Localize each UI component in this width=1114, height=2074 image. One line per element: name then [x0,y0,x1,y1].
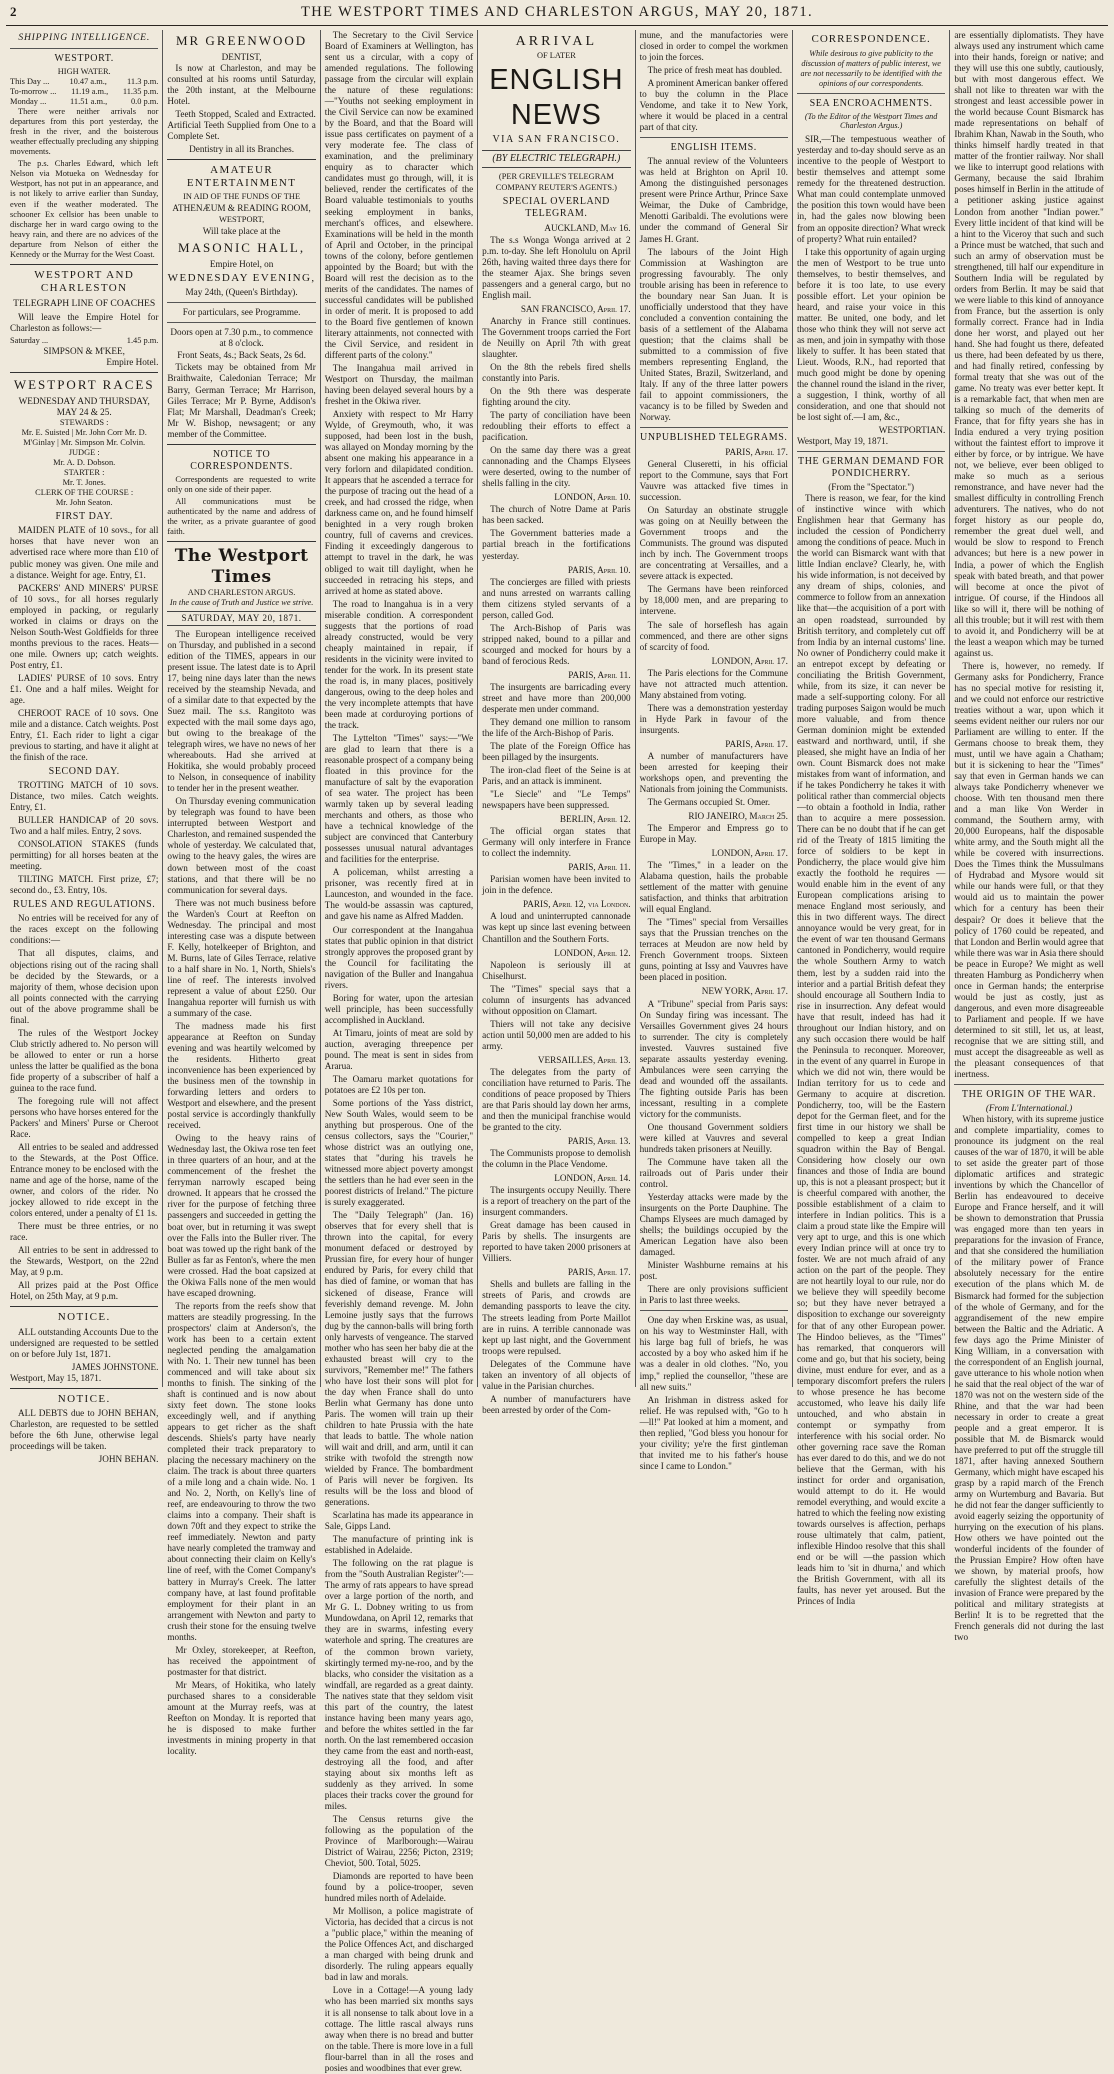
notice-heading: NOTICE. [57,1392,111,1405]
telegram-paragraph: General Cluseretti, in his official report to the Commune, says that Fort Vauvre was attacked five times in succession. [639,459,788,503]
origin-of-war-heading: THE ORIGIN OF THE WAR. [961,1088,1097,1100]
clerk-name: Mr. John Seaton. [55,498,113,508]
telegram-paragraph: On the 8th the rebels fired shells constantly into Paris. [482,362,631,384]
letter-paragraph: SIR,—The tempestuous weather of yesterday and to-day should serve as an incentive to the people of Westport to bestir themselves and attempt some remedy for the threatened destruction. What man could contemplate unmoved the position this town would have been in, had the gales now blowing been from an opposite direction? What wreck of property? What ruin entailed? [796,134,946,244]
race-entry: PACKERS' AND MINERS' PURSE of 10 sovs., for all horses regularly employed in packing, or regularly worked in claims or drays on the Nelson South-West Goldfields for three months previous to the races. Heats—one mile. Owners up; catch weights. Post entry, £1. [10,582,159,670]
telegram-paragraph: The concierges are filled with priests and nuns arrested on warrants calling them citizens styled servants of a person, called God. [482,576,631,620]
news-paragraph: Our correspondent at the Inangahua states that public opinion in that district strongly approves the proposed grant by the Council for facilitating the navigation of the Buller and Inangahua rivers. [324,924,474,990]
by-telegraph: (BY ELECTRIC TELEGRAPH.) [482,150,630,168]
notice-date: Westport, May 15, 1871. [10,1372,102,1383]
entertainment-title: AMATEUR ENTERTAINMENT [186,163,297,190]
masthead [6,4,1108,26]
entertainment-aid: IN AID OF THE FUNDS OF THE [183,192,301,202]
telegram-paragraph: On Saturday an obstinate struggle was going on at Neuilly between the Government troops and the Communists. The ground was disputed inch by inch. The Government troops are concentrating at Versailles, and a severe attack is expected. [639,505,788,582]
telegram-agency: (PER GREVILLE'S TELEGRAM COMPANY REUTER'S AGENTS.) [495,172,617,192]
editorial-paragraph: Mr Mears, of Hokitika, who lately purchased shares to a considerable amount at the Murray reefs, was at Reefton on Monday. It is reported that he is disposed to make further investments in mining property in that locality. [167,1679,316,1756]
dentist-name: MR GREENWOOD [175,33,308,48]
divider [640,137,788,138]
telegram-paragraph: The official organ states that Germany will only interfere in France to collect the indemnity. [482,826,631,859]
telegram-paragraph: Anarchy in France still continues. The Government troops carried the Fort de Neuilly on April 7th with great slaughter. [482,315,631,359]
rule-paragraph: No entries will be received for any of the races except on the following conditions:— [10,913,159,946]
news-paragraph: Scarlatina has made its appearance in Sale, Gipps Land. [324,1510,474,1532]
divider [10,264,158,265]
entertainment-day: WEDNESDAY EVENING, [167,272,316,285]
dateline: PARIS, April 17. [725,738,788,749]
stewards-label: STEWARDS : [59,417,109,427]
rule-paragraph: The rules of the Westport Jockey Club strictly adhered to. No person will be allowed to enter or run a horse unless the latter be qualified as the bona fide property of a subscriber of half a guinea to the race fund. [10,1027,159,1093]
rule-paragraph: There must be three entries, or no race. [10,1221,159,1243]
tide-am: 10.47 a.m., [69,76,107,86]
tide-am: 11.51 a.m., [70,96,108,106]
issue-date: SATURDAY, MAY 20, 1871. [167,611,315,626]
first-day-heading: FIRST DAY. [55,511,113,523]
newspaper-flag: The Westport Times [174,546,309,587]
dateline: PARIS, April 17. [725,447,788,458]
via-san-francisco: VIA SAN FRANCISCO. [492,134,621,146]
notice-heading: NOTICE. [57,1311,111,1324]
tide-row [10,87,158,97]
article-paragraph: When history, with its supreme justice and complete impartiality, comes to pronounce its judgment on the real causes of the war of 1870, it will be able to set aside the greater part of those diplomatic artifices and strategic inventions by which the Chancellor of Berlin has endeavoured to deceive Europe and France herself, and it will be shown to demonstration that Prussia was engaged more than ten years in preparations for the invasion of France, and that she considered the humiliation of the military power of France absolutely necessary for the entire execution of the plans which M. de Bismarck had formed for the subjection of the whole of Germany, and for the aggrandisement of the new empire between the Baltic and the Adriatic. A few days ago the Prime Minister of King William, in a conversation with the correspondent of an English journal, gave utterance to his whole notion when he said that the real object of the war of 1870 was not on the western side of the Rhine, and that the war had been necessary in order to create a great people and a great emperor. It is possible that M. de Bismarck would have preferred to put off the struggle till 1871, after having annexed Southern Germany, which might have escaped his grasp by a rapid march of the French army on Wurtemburg and Bavaria. But he did not fear the danger sufficiently to avoid eagerly seizing the opportunity of hurrying on the execution of his plans. How others we have pointed out the wonderful incidents of the founder of the Prussian Empire? How often have we shown, by material proofs, how carefully the slightest details of the invasion of France were prepared by the political and military strategists at Berlin! It is to be regretted that the French generals did not during the last two [954,1114,1104,1643]
origin-of-war-source: (From L'International.) [985,1102,1073,1113]
divider [797,451,945,452]
divider [167,541,315,542]
special-overland: SPECIAL OVERLAND TELEGRAM. [502,195,611,219]
entertainment-seats: Front Seats, 4s.; Back Seats, 2s 6d. [177,350,306,361]
anecdote-paragraph: One day when Erskine was, as usual, on his way to Westminster Hall, with his large bag full of briefs, he was accosted by a boy who asked him if he was a dealer in old clothes. "No, you imp," replied the counsellor, "these are all new suits." [639,1315,788,1392]
german-demand-heading: THE GERMAN DEMAND FOR PONDICHERRY. [798,456,945,480]
shipping-heading: SHIPPING INTELLIGENCE. [18,32,151,43]
english-items-heading: ENGLISH ITEMS. [670,142,757,154]
rule-paragraph: All entries to be sealed and addressed to the Stewards, at the Post Office. Entrance money to be enclosed with the name and age of the horse, name of the owner, and colors of the rider. No jockey allowed to ride except in the colors entered, under a penalty of £1 1s. [10,1142,159,1219]
coach-ad-body: Will leave the Empire Hotel for Charleston as follows:— [10,311,159,333]
column-2 [163,30,320,1756]
coach-day: Saturday ... [10,335,49,345]
tide-pm: 11.3 p.m. [127,76,159,86]
dateline: BERLIN, April 12. [559,814,631,825]
dateline: LONDON, April 17. [711,655,788,666]
dentist-paragraph: Dentistry in all its Branches. [189,143,295,154]
telegram-paragraph: A number of manufacturers have been arrested by order of the Com- [482,1393,631,1415]
entertainment-doors: Doors open at 7.30 p.m., to commence at 8 o'clock. [170,327,313,349]
dateline: PARIS, April 10. [567,564,631,575]
second-day-heading: SECOND DAY. [48,766,120,778]
tide-pm: 11.35 p.m. [122,86,159,96]
column-5 [636,30,793,1471]
telegram-paragraph: The s.s Wonga Wonga arrived at 2 p.m. to-day. She left Honolulu on April 26th, having waited three days there for the steamer Ajax. She brings seven passengers and a general cargo, but no English mail. [482,234,631,300]
english-news-heading: ENGLISH NEWS [489,63,624,131]
stewards-list: Mr. E. Suisted | Mr. John Corr Mr. D. M'Ginlay | Mr. Simpson Mr. Colvin. [21,427,147,447]
telegram-paragraph: The iron-clad fleet of the Seine is at Paris, and an attack is imminent. [482,765,631,787]
starter-name: Mr. T. Jones. [62,478,106,488]
news-paragraph: The Oamaru market quotations for potatoes are £2 10s per ton. [324,1073,474,1095]
telegram-paragraph: The insurgents are barricading every street and have more than 200,000 desperate men under command. [482,681,631,714]
coach-ad-proprietors: SIMPSON & M'KEE, [43,346,125,356]
tide-row [10,77,158,87]
telegram-paragraph: The party of conciliation have been redoubling their efforts to effect a pacification. [482,410,631,443]
editorial-paragraph: There was not much business before the Warden's Court at Reefton on Wednesday. The principal and most interesting case was a dispute between F. Kelly, hotelkeeper of Brighton, and M. Burns, late of Giles Terrace, relative to a half share in No. 1, North, Shiels's line of reef. The interests involved represent a value of about £250. Our Inangahua reporter will furnish us with a summary of the case. [167,897,316,1018]
dateline: AUCKLAND, May 16. [544,222,631,233]
dateline: PARIS, April 11. [568,669,631,680]
dentist-paragraph: Teeth Stopped, Scaled and Extracted. Artificial Teeth Supplied from One to a Complete Set. [167,108,316,141]
notice-body: ALL DEBTS due to JOHN BEHAN, Charleston, are requested to be settled before the 6th June, otherwise legal proceedings will be taken. [10,1407,159,1452]
telegram-paragraph: Minister Washburne remains at his post. [639,1260,788,1282]
telegram-paragraph: mune, and the manufactories were closed in order to compel the workmen to join the forces. [639,30,788,63]
rule-paragraph: That all disputes, claims, and objections rising out of the racing shall be decided by the Stewards, or a majority of them, whose decision upon all points connected with the carrying out of the above programme shall be final. [10,948,159,1025]
entertainment-place: WESTPORT, [219,215,265,225]
news-paragraph: The "Daily Telegraph" (Jan. 16) observes that for every shell that is thrown into the capital, for every monument defaced or destroyed by Prussian fire, for every hour of hunger endured by Paris, for every child that has died of famine, or woman that has sickened of disease, France will feverishly demand revenge. M. John Lemoine justly says that the furrows dug by the cannon-balls will bring forth only harvests of vengeance. The starved mother who has seen her baby die at the exhausted breast will cry to the survivors, "Remember me!" The fathers who have lost their sons will plot for the day when France shall do unto Berlin what Germany has done unto Paris. The women will train up their children to hate Prussia with the hate that leads to battle. The whole nation will wait and drill, and arm, until it can strike with twofold the strength now wielded by France. The bombardment of Paris will never be forgiven. Its results will be the loss and blood of generations. [324,1210,474,1508]
dentist-paragraph: Is now at Charleston, and may be consulted at his rooms until Saturday, the 20th instant, at the Melbourne Hotel. [167,62,316,106]
tide-pm: 0.0 p.m. [130,96,159,106]
divider [167,322,315,323]
shipping-paragraph: There were neither arrivals nor departures from this port yesterday, the fresh in the river, and the boisterous weather effectually precluding any shipping movements. [10,106,159,157]
divider [10,48,158,49]
correspondence-heading: CORRESPONDENCE. [811,33,931,45]
telegram-paragraph: A prominent American banker offered to buy the column in the Place Vendome, and take it to New York, where it would be placed in a central part of that city. [639,78,788,133]
news-paragraph: A policeman, whilst arresting a prisoner, was recently fired at in Launceston, and wounded in the face. The would-be assassin was captured, and gave his name as Alfred Madden. [324,867,474,922]
notice-signature: JOHN BEHAN. [98,1454,159,1465]
rule-paragraph: The foregoing rule will not affect persons who have horses entered for the Packers' and Miners' Purse or Cheroot Race. [10,1095,159,1139]
news-paragraph: The road to Inangahua is in a very miserable condition. A correspondent suggests that the portions of road already constructed, would be very cheaply maintained in repair, if residents in the vicinity were invited to tender for the work. In its present state the road is, in many places, positively dangerous, owing to the deep holes and the very incomplete attempts that have been made at corduroying portions of the track. [324,598,474,730]
telegram-paragraph: The church of Notre Dame at Paris has been sacked. [482,504,631,526]
rules-heading: RULES AND REGULATIONS. [13,899,156,911]
divider [797,93,945,94]
rule-paragraph: All entries to be sent in addressed to the Stewards, Westport, on the 22nd May, at 9 p.m. [10,1245,159,1278]
english-item: The annual review of the Volunteers was held at Brighton on April 10. Among the distinguished personages present were Prince Arthur, Prince Saxe Weimar, the Duke of Cambridge, Menotti Garibaldi. The evolutions were under the command of General Sir James H. Grant. [639,156,788,244]
telegram-paragraph: There are only provisions sufficient in Paris to last three weeks. [639,1284,788,1306]
telegram-paragraph: "Le Siecle" and "Le Temps" newspapers have been suppressed. [482,789,631,811]
telegram-paragraph: Napoleon is seriously ill at Chiselhurst. [482,959,631,981]
entertainment-hotel: Empire Hotel, on [209,259,274,270]
coach-ad-title: WESTPORT AND CHARLESTON [34,268,135,295]
telegram-paragraph: On the same day there was a great cannonading and the Champs Elysees were deserted, owing to the number of shells falling in the city. [482,445,631,489]
article-paragraph: are essentially diplomatists. They have always used any instrument which came into their hands, foreign or native; and they will use this one subtly, cautiously, but with most dangerous effect. We shall not like to threaten war with the strongest and least accessible power in the world because Count Bismarck has made representations on behalf of Ibrahim Khan, Nawab in the South, who thinks himself hardly treated in that matter of the frontier railway. Nor shall we like to interrupt good relations with Germany, because the said Ibrahim poses himself in Berlin in the attitude of a petitioner asking justice against London from another "Indian power." Every little incident of that kind will be a hint to the Viceroy that such and such a Prince must be watched, that such and such an army of observation must be strengthened, till half our expenditure in Southern India will be regulated by orders from Berlin. It may be said that we were liable to this kind of annoyance from France, but the assertion is only formally correct. France had in India done her worst, and played out her hand. She had fought us there, defeated us there, had been defeated by us there, and had finally retired, confessing by formal treaty that she was out of the game. No treaty was ever better kept. It is a remarkable fact, that when men are talking so much of the demerits of France, that for fifty years she has in India endured a very trying position without the faintest effort to improve it either by force, or by intrigue. We have not, we believe, ever been obliged to make so much as a serious remonstrance, and have never had the smallest difficulty in controlling French adventurers. The natives, who do not forget history as our people do, remember the great duel well, and would be slow to respond to French advances; but here is a new power in India, a power of which the English speak with bated breath, and that power will become at once the pivot of intrigue. Of course, if the Hindoos all like so will it, there will be nothing of all this trouble; but it will rest with them to avoid it, and Pondicherry will be at the least a weapon which may be turned against us. [954,30,1104,658]
telegram-paragraph: On the 9th there was desperate fighting around the city. [482,386,631,408]
telegram-paragraph: A "Tribune" special from Paris says: On Sunday firing was incessant. The Versailles Government gives 24 hours to surrender. The city is completely invested. Vauvres sustained five separate assaults yesterday evening. Ambulances were seen carrying the dead and wounded off the assailants. The fighting outside Paris has been incessant, resulting in a complete victory for the communists. [639,998,788,1119]
dateline: NEW YORK, April 17. [701,986,788,997]
newspaper-page [6,4,1108,2073]
correspondents-note: All communications must be authenticated by the name and address of the writer, as a private guarantee of good faith. [167,496,316,537]
dateline: LONDON, April 14. [554,1173,631,1184]
coach-ad-hotel: Empire Hotel. [106,357,159,368]
telegram-paragraph: The insurgents occupy Neuilly. There is a report of treachery on the part of the insurgent commanders. [482,1185,631,1218]
telegram-paragraph: Parisian women have been invited to join in the defence. [482,874,631,896]
races-title: WESTPORT RACES [13,377,155,393]
telegram-paragraph: The sale of horseflesh has again commenced, and there are other signs of scarcity of food. [639,619,788,652]
dentist-title: DENTIST, [221,51,262,62]
tide-day: This Day ... [10,76,50,86]
news-paragraph: The manufacture of printing ink is established in Adelaide. [324,1534,474,1556]
dateline: PARIS, April 12, via London. [523,899,631,910]
news-paragraph: The Lyttelton "Times" says:—"We are glad to learn that there is a reasonable prospect of a company being floated in this province for the manufacture of salt by the evaporation of sea water. The project has been warmly taken up by several leading merchants and others, as those who have a technical knowledge of the subject are convinced that Canterbury possesses unusual natural advantages and facilities for the enterprise. [324,732,474,865]
coach-ad-time-row [10,336,158,346]
tide-day: To-morrow ... [10,86,57,96]
unpublished-heading: UNPUBLISHED TELEGRAMS. [640,432,788,444]
sea-encroachments-heading: SEA ENCROACHMENTS. [809,97,933,109]
dateline: LONDON, April 12. [554,947,631,958]
race-entry: MAIDEN PLATE of 10 sovs., for all horses that have never won an advertised race where more than £10 of public money was given. One mile and a distance. Weight for age. Entry, £1. [10,525,159,580]
entertainment-take: Will take place at the [202,226,281,237]
editorial-paragraph: On Thursday evening communication by telegraph was found to have been interrupted between Westport and Charleston, and remained suspended the whole of yesterday. We calculated that, owing to the heavy gales, the wires are down between most of the coast stations, and that there will be no communication for several days. [167,796,316,895]
column-1 [6,30,163,1465]
telegram-paragraph: They demand one million to ransom the life of the Arch-Bishop of Paris. [482,716,631,738]
telegram-paragraph: The price of fresh meat has doubled. [647,65,783,76]
dateline: RIO JANEIRO, March 25. [688,811,788,821]
dateline: SAN FRANCISCO, April 17. [520,303,631,314]
column-6 [793,30,950,1607]
news-paragraph: The Census returns give the following as the population of the Province of Marlborough:—Wairau District of Wairau, 2256; Picton, 2319; Cheviot, 500. Total, 5025. [324,1813,474,1869]
column-4 [478,30,635,1415]
entertainment-club: ATHENÆUM & READING ROOM, [172,203,311,214]
race-entry: TILTING MATCH. First prize, £7; second do., £3. Entry, 10s. [10,874,159,896]
letter-addressee: (To the Editor of the Westport Times and Charleston Argus.) [804,111,938,131]
telegram-paragraph: The Commune have taken all the railroads out of Paris under their control. [639,1156,788,1189]
dateline: VERSAILLES, April 13. [537,1054,631,1065]
race-entry: CHEROOT RACE of 10 sovs. One mile and a distance. Catch weights. Post Entry, £1. Each rider to light a cigar previous to starting, and have it alight at the finish of the race. [10,707,159,763]
clerk-label: CLERK OF THE COURSE : [35,488,134,498]
news-paragraph: The Inangahua mail arrived in Westport on Thursday, the mailman having been delayed several hours by a freshet in the Okiwa river. [324,362,474,407]
rule-paragraph: All prizes paid at the Post Office Hotel, on 25th May, at 9 p.m. [10,1280,159,1302]
telegram-paragraph: The Government batteries made a partial breach in the fortifications yesterday. [482,528,631,561]
telegram-paragraph: The Germans occupied St. Omer. [647,796,771,807]
telegram-paragraph: The Communists propose to demolish the column in the Place Vendome. [482,1148,631,1170]
telegram-paragraph: The "Times" special from Versailles says that the Prussian trenches on the terraces at Meudon are now held by French Government troops. Sixteen guns, pointing at Issy and Vauvres have been placed in position. [639,917,788,983]
news-paragraph: The following on the rat plague is from the "South Australian Register":—The army of rats appears to have spread over a large portion of the north, and Mr G. L. Dobney writing to us from Mundowdana, on April 12, remarks that they are in swarms, infesting every waterhole and spring. The creatures are of the common brown variety, skirtingly termed my-ne-roo, and by the blacks, who consider the visitation as a windfall, are regarded as a great dainty. The natives state that they seldom visit this part of the country, the latest instance having been many years ago, and before the whites settled in the far north. On the last remembered occasion they came from the east and north-east, destroying all the food, and after staying about six months left as suddenly as they arrived. In some places their tracks cover the ground for miles. [324,1558,474,1811]
telegram-paragraph: The Emperor and Empress go to Europe in May. [639,823,788,845]
editorial-paragraph: Owing to the heavy rains of Wednesday last, the Okiwa rose ten feet in three quarters of an hour, and at the commencement of the freshet the ferryman narrowly escaped being drowned. It appears that he crossed the river for the purpose of fetching three passengers and succeeded in getting the boat over, but in returning it was swept over the Falls into the Buller river. The boat was towed up the right bank of the Buller as far as Fenton's, where the men were crossed. Had the boat capsized at the Okiwa Falls none of the men would have escaped drowning. [167,1133,316,1298]
newspaper-motto: In the cause of Truth and Justice we strive. [169,597,314,607]
entertainment-tickets: Tickets may be obtained from Mr Braithwaite, Caledonian Terrace; Mr Barry, German Terrace; Mr Harrison, Giles Terrace; Mr P. Byrne, Addison's Flat; Mr Marshall, Deadman's Creek; Mr W. Bishop, newsagent; or any member of the Committee. [167,362,316,439]
dateline: LONDON, April 10. [554,492,631,503]
german-demand-source: (From the "Spectator.") [828,482,915,493]
divider [167,302,315,303]
race-entry: BULLER HANDICAP of 20 sovs. Two and a half miles. Entry, 2 sovs. [10,815,159,837]
letter-paragraph: I take this opportunity of again urging the men of Westport to be true unto themselves, to bestir themselves, and before it is too late, to use every possible effort. Let your opinion be heard, and raise your voice in this matter. Be united, one body, and let those who think they will not serve act as men, and join in sympathy with those likely to suffer. It has been stated that Lieut. Woods, R.N., had reported that much good might be done by opening the channel round the island in the river, a suggestion, I think, worthy of all consideration, and one that should not be lost sight of.—I am, &c., [796,246,946,423]
coach-ad-subtitle: TELEGRAPH LINE OF COACHES [13,298,156,310]
news-paragraph: Love in a Cottage!—A young lady who has been married six months says it is all nonsense to talk about love in a cottage. The little rascal always runs away when there is no bread and butter on the table. There is more love in a full flour-barrel than in all the roses and posies and woodbines that ever grew. [324,1985,474,2073]
divider [10,1306,158,1307]
news-paragraph: Anxiety with respect to Mr Harry Wylde, of Greymouth, who, it was supposed, had been lost in the bush, was allayed on Monday morning by the absent one making his appearance in a very forlorn and dilapidated condition. It appears that he ascended a terrace for the purpose of tracing out the head of a creek, and had crossed the ridge, when darkness came on, and he found himself benighted in a very rough broken country, full of caverns and crevices. Finding it exceedingly dangerous to attempt to travel in the dark, he was obliged to wait till daylight, when he succeeded in retracing his steps, and arrived at home as stated above. [324,409,474,596]
page-number: 2 [10,4,17,19]
telegram-paragraph: The plate of the Foreign Office has been pillaged by the insurgents. [482,741,631,763]
dateline: PARIS, April 17. [567,1267,631,1278]
news-paragraph: At Timaru, joints of meat are sold by auction, averaging threepence per pound. The meat is sent in sides from Ararua. [324,1027,474,1071]
news-paragraph: Some portions of the Yass district, New South Wales, would seem to be anything but prosperous. One of the census collectors, says the "Courier," whose district was an outlying one, states that "during his travels he witnessed more abject poverty amongst the settlers than he had ever seen in the poorest districts of Ireland." The picture is surely exaggerated. [324,1097,474,1208]
race-entry: TROTTING MATCH of 10 sovs. Distance, two miles. Catch weights. Entry, £1. [10,780,159,813]
editorial-paragraph: The European intelligence received on Thursday, and published in a second edition of the TIMES, appears in our present issue. The latest date is to April 17, being nine days later than the news received by the steamship Nevada, and of a similar date to that expected by the Suez mail. The s.s. Rangitoto was expected with the mail some days ago, but owing to the breakage of the telegraph wires, we have no news of her whereabouts. Had she arrived at Hokitika, she would probably proceed to Nelson, in consequence of inability to tender her in the present weather. [167,628,316,794]
correspondence-note: While desirous to give publicity to the discussion of matters of public interest, we are not necessarily to be identified with the opinions of our correspondents. [800,49,942,88]
editorial-paragraph: The madness made his first appearance at Reefton on Sunday evening and was heartily welcomed by the residents. Hitherto great inconvenience has been experienced by the business men of the township in forwarding letters and orders to Westport and elsewhere, and the present postal service is accordingly thankfully received. [167,1020,316,1131]
divider [954,1084,1103,1085]
news-paragraph: Diamonds are reported to have been found by a police-trooper, seven hundred miles north of Adelaide. [324,1871,474,1904]
tide-am: 11.19 a.m., [71,86,109,96]
shipping-paragraph: The p.s. Charles Edward, which left Nelson via Motueka on Wednesday for Westport, has not put in an appearance, and is not likely to arrive earlier than Sunday, even if the weather moderated. The schooner Ex cellsior has been unable to discharge her in ward cargo owing to the heavy rain, and there are no advices of the departure from Nelson of either the Kennedy or the Murray for the West Coast. [10,159,159,259]
divider [640,1310,788,1311]
telegram-paragraph: The "Times" special says that a column of insurgents has advanced without opposition on Clamart. [482,983,631,1016]
telegram-paragraph: A number of manufacturers have been arrested for keeping their workshops open, and preventing the Nationals from joining the Communists. [639,750,788,794]
article-paragraph: There is reason, we fear, for the kind of instinctive wince with which Englishmen hear that Germany has included the cession of Pondicherry among the conditions of peace. Much in the world can Bismarck want with that little Indian enclave? Clearly, he, with his wide information, is not deceived by any dream of ships, colonies, and commerce to follow from an annexation like that—the acquisition of a port with an open roadstead, surrounded by British territory, and completely cut off from India by an internal customs' line. No owner of Pondicherry could make it an entrepot except by defeating or conciliating the British Government, while, from its size, it can never be made a self-supporting colony. For all trading purposes Saigon would be much more valuable, and from thence German dominion might be extended eastward and northward, until, if she pleased, she might have an India of her own. Count Bismarck does not make mistakes from want of information, and if he takes Pondicherry he takes it with political rather than commercial objects—to obtain a foothold in India, rather than to acquire a mere possession. There can be no doubt that if he can get rid of the Treaty of 1815 limiting the force of soldiers to be kept in Pondicherry, the place would give him exactly the foothold he requires — would enable him in the event of any European complications arising to menace England most seriously, and this in two different ways. The direct annoyance would be very great, for in the event of war ten thousand Germans cantoned in Pondicherry, would require the whole Southern Army to watch them, lest by a sudden raid into the interior and a partial British defeat they should encourage all Southern India to rise in insurrection. Any defeat would have that result, indeed has had it throughout our Indian history, and on any such occasion there would be half the Peninsula to reconquer. Moreover, in the event of any quarrel in Europe in which we did not win, there would be Indian territory for us to cede and Germany to acquire at discretion. Pondicherry, too, will be the Eastern depot for the German fleet, and for the first time in our history we shall be compelled to keep a great Indian squadron within the Bay of Bengal. Considering how closely our own finances and those of India are bound up, this is not a pleasant prospect; but it is cheerful compared with another, the possible establishment of a claim to interfere in Indian politics. This is a claim a proud state like the Empire will very apt to urge, and this is one which every Indian prince will at once try to foster. We are not much afraid of any action on the part of the people. They are not heartily loyal to our rule, nor do we believe they will speedily become so; but they have never betrayed a disposition to exchange our sovereignty for that of any other European power. The Hindoo believes, as the "Times" has remarked, that conquerors will come and go, but that his society, being divine, must endure for ever, and as a temporary discomfort prefers the rulers to whose presence he has become accustomed, who leave his daily life untouched, and who abstain in contempt or sympathy from interference with his social order. No other governing race save the Roman has ever dared to do this, and we do not believe that the German, with his instinct for order and organisation, would attempt to do it. He would remodel everything, and would excite a hatred to which the feeling now existing towards ourselves is affection, perhaps rouse ultimately that calm, patient, inflexible Hindoo resolve that this shall end or be will —the passion which leads him to 'sit in dhurna,' and which the British Government, with all its faults, has never yet aroused. But the Princes of India [796,493,946,1607]
judge-name: Mr. A. D. Dobson. [53,458,116,468]
race-entry: CONSOLATION STAKES (funds permitting) for all horses beaten at the meeting. [10,839,159,872]
column-7 [950,30,1107,1643]
starter-label: STARTER : [63,468,105,478]
judge-label: JUDGE : [68,447,100,457]
telegram-paragraph: The delegates from the party of conciliation have returned to Paris. The conditions of peace proposed by Thiers are that Paris should lay down her arms, and then the municipal franchise would be granted to the city. [482,1066,631,1132]
telegram-paragraph: There was a demonstration yesterday in Hyde Park in favour of the insurgents. [639,702,788,735]
entertainment-hall: MASONIC HALL, [178,240,306,256]
telegram-paragraph: Great damage has been caused in Paris by shells. The insurgents are reported to have taken 2000 prisoners at Villiers. [482,1220,631,1264]
divider [167,444,315,445]
tide-row [10,97,158,107]
anecdote-paragraph: An Irishman in distress asked for relief. He was repulsed with, "Go to h—ll!" Pat looked at him a moment, and then replied, "God bless you honour for your civility; ye're the first gintleman that invited me to his father's house since I came to London." [639,1394,788,1471]
of-later: OF LATER [536,50,576,60]
dateline: PARIS, April 11. [568,862,631,873]
telegram-paragraph: Delegates of the Commune have taken an inventory of all objects of value in the Parisian churches. [482,1358,631,1391]
telegram-paragraph: One thousand Government soldiers were killed at Vauvres and several hundreds taken prisoners at Neuilly. [639,1121,788,1154]
telegram-paragraph: The Paris elections for the Commune have not attracted much attention. Many abstained from voting. [639,667,788,700]
tide-day: Monday ... [10,96,47,106]
news-paragraph: Boring for water, upon the artesian well principle, has been successfully accomplished in Auckland. [324,992,474,1025]
article-paragraph: There is, however, no remedy. If Germany asks for Pondicherry, France has no special motive for resisting it, and we could not enforce our restrictive treaties without a war, upon which it seems evident neither our rulers nor our Parliament are willing to enter. If the Germans choose to break them, they must, until we have again a Chatham; but it is sickening to hear the "Times" say that even in German hands we can always take Pondicherry whenever we choose. With ten thousand men there and a man like Von Werder in command, the Southern army, with 20,000 Europeans, half the disposable white army, and the South might all the while be covered with insurrections. Does the Times think the Mussulmans of Hydrabad and Mysore would sit while our hands were full, or that they would aid us to maintain the power which for a century has been their despair? Or does it believe that the policy of 1760 could be repeated, and that London and Berlin would agree that while there was war in Asia there should be peace in Europe? We might as well threaten Hamburg as Pondicherry when once in German hands; the enterprise would be just as costly, just as dangerous, and even more disagreeable to Parliament and people. If we have determined to sit still, let us, at least, recognise that we are sitting still, and must accept the disagreeable as well as the pleasant consequences of that inertness. [954,660,1104,1079]
entertainment-date: May 24th, (Queen's Birthday). [185,287,298,298]
telegram-paragraph: Thiers will not take any decisive action until 50,000 men are added to his army. [482,1018,631,1051]
editorial-paragraph: The reports from the reefs show that matters are steadily progressing. In the prospectors' claim at Anderson's, the work has been to a certain extent neglected pending the amalgamation with No. 1. Their new tunnel has been commenced and will take about six months to finish. The sinking of the shaft is continued and is now about sixty feet down. The stone looks exceedingly well, and if anything appears to get richer as the shaft descends. Shiels's party have nearly completed their track preparatory to placing the necessary machinery on the claim. The track is about three quarters of a mile long and a chain wide. No. 1 and No. 2, North, on Kelly's line of reef, are endeavouring to throw the two claims into a company. Their shaft is down 70ft and they expect to strike the reef immediately. Newton and party have nearly completed the tramway and about connecting their claim on Kelly's line of reef, with the Comet Company's battery in Murray's Creek. The latter company have, at last found profitable employment for their plant in an arrangement with Newton and party to crush their stone for the ensuing twelve months. [167,1300,316,1642]
port-heading: WESTPORT. [54,52,114,64]
telegram-paragraph: Yesterday attacks were made by the insurgents on the Porte Dauphine. The Champs Elysees are much damaged by shells; the buildings occupied by the American Legation have also been damaged. [639,1192,788,1258]
column-3 [321,30,478,2073]
divider [167,159,315,160]
letter-date: Westport, May 19, 1871. [796,436,889,447]
masthead-title: THE WESTPORT TIMES AND CHARLESTON ARGUS, MAY 20, 1871. [300,4,814,20]
divider [10,1388,158,1389]
letter-signature: WESTPORTIAN. [878,425,946,436]
telegram-paragraph: Shells and bullets are falling in the streets of Paris, and crowds are demanding passports to leave the city. The streets leading from Porte Maillot are in ruins. A terrible cannonade was kept up last night, and the Government troops were repulsed. [482,1279,631,1356]
telegram-paragraph: A loud and uninterrupted cannonade was kept up since last evening between Chantillon and the Southern Forts. [482,911,631,944]
columns [6,30,1108,2073]
telegram-paragraph: The "Times," in a leader on the Alabama question, hails the probable settlement of the matter with genuine satisfaction, and thinks that arbitration will equal England. [639,860,788,915]
news-paragraph: The Secretary to the Civil Service Board of Examiners at Wellington, has sent us a circular, with a copy of amended regulations. The following passage from the circular will explain the nature of these regulations:—"Youths not seeking employment in the Civil Service can now be examined by the Board, and that the Board will issue pass certificates on payment of a very moderate fee. The class of examination, and the preliminary enquiry as to character which candidates must go through, will, it is believed, render the certificates of the Board valuable testimonials to youths seeking employment in banks, merchant's offices, and elsewhere. Examinations will be held in the month of April and October, in the principal towns of the colony, before gentlemen appointed by the Board; but with the Board will rest the decision as to the merits of the candidates. The names of successful candidates will be published in order of merit. It is proposed to add to the Board five gentlemen of known literary attainments, not connected with the Civil Service, and resident in different parts of the colony." [324,30,474,360]
dateline: LONDON, April 17. [711,848,788,859]
race-entry: LADIES' PURSE of 10 sovs. Entry £1. One and a half miles. Weight for age. [10,672,159,705]
dateline: PARIS, April 13. [567,1136,631,1147]
english-item: The labours of the Joint High Commission at Washington are progressing favourably. The only trouble arising has been in reference to the boundary near San Juan. It is unofficially understood that they have concluded a convention containing the basis of a settlement of the Alabama question; that the claims shall be submitted to a commission of five members representing England, the United States, Brazil, Switzerland, and Italy. If any of the three latter powers fail to appoint commissioners, the vacancy is to be filled by Sweden and Norway. [639,246,788,422]
news-paragraph: Mr Mollison, a police magistrate of Victoria, has decided that a circus is not a "public place," within the meaning of the Police Offences Act, and discharged a man charged with being drunk and disorderly. The ruling appears equally bad in law and morals. [324,1906,474,1983]
correspondents-note: Correspondents are requested to write only on one side of their paper. [167,474,316,494]
telegram-paragraph: The Germans have been reinforced by 18,000 men, and are preparing to intervene. [639,584,788,617]
notice-body: ALL outstanding Accounts Due to the undersigned are requested to be settled on or before July 1st, 1871. [10,1326,159,1359]
arrival-heading: ARRIVAL [515,34,598,49]
editorial-paragraph: Mr Oxley, storekeeper, at Reefton, has received the appointment of postmaster for that district. [167,1644,316,1677]
newspaper-flag-sub: AND CHARLESTON ARGUS. [187,587,296,597]
correspondents-heading: NOTICE TO CORRESPONDENTS. [190,448,293,472]
entertainment-programme: For particulars, see Programme. [182,307,301,318]
coach-time: 1.45 p.m. [126,335,159,345]
telegram-paragraph: The Arch-Bishop of Paris was stripped naked, bound to a pillar and scourged and mocked for hours by a band of ferocious Reds. [482,622,631,666]
divider [640,427,788,428]
divider [10,372,158,373]
high-water-heading: HIGH WATER. [57,66,111,76]
notice-signature: JAMES JOHNSTONE. [71,1361,159,1372]
races-dates: WEDNESDAY AND THURSDAY, MAY 24 & 25. [18,395,150,417]
